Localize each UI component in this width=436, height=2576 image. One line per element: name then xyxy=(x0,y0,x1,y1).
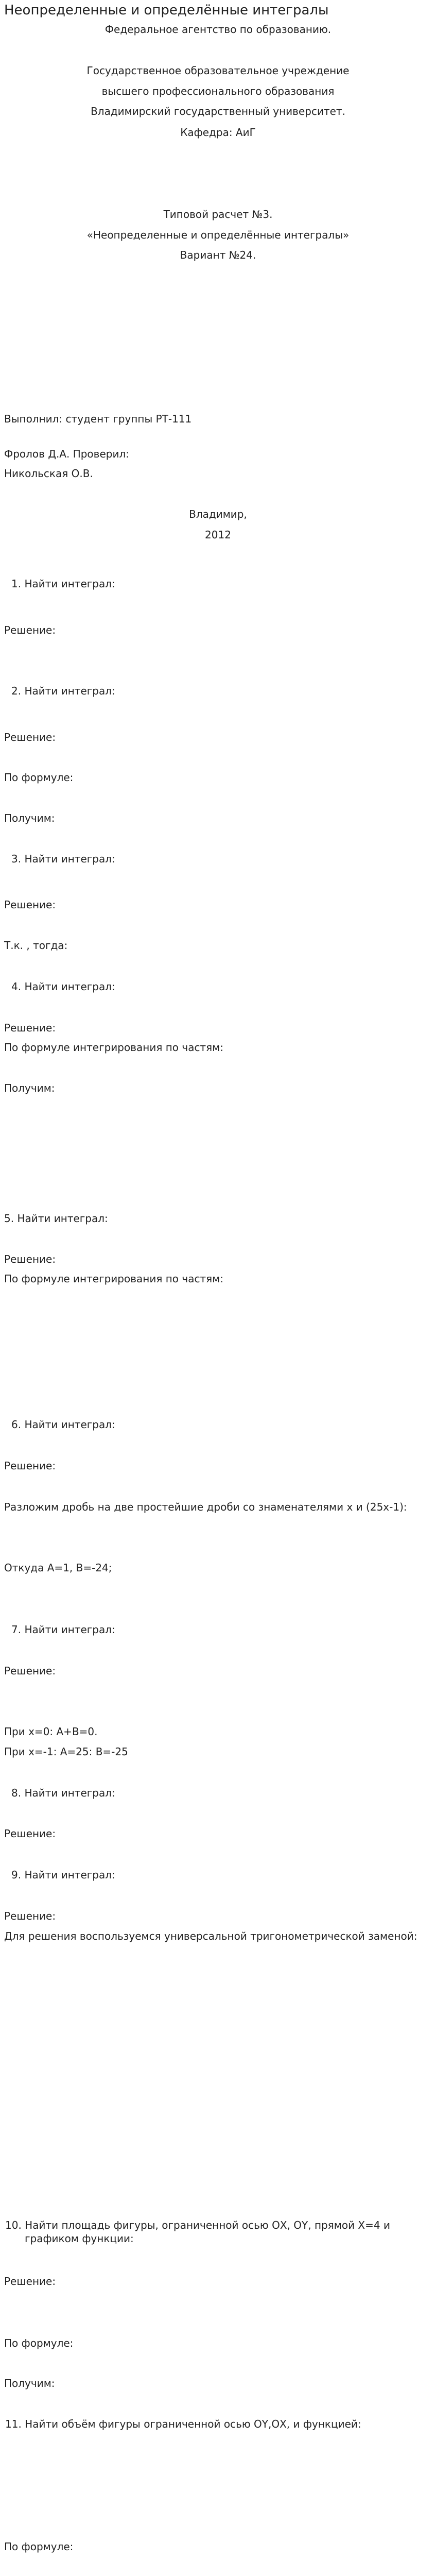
task-6-heading: 6. Найти интеграл: xyxy=(11,1418,115,1431)
parts-formula-line: По формуле интегрирования по частям: xyxy=(4,1273,223,1285)
solution-label: Решение: xyxy=(4,1022,56,1034)
calc-title: Типовой расчет №3. xyxy=(163,208,273,221)
task-3-heading: 3. Найти интеграл: xyxy=(11,853,115,865)
get-label: Получим: xyxy=(4,1082,55,1094)
task-8-heading: 8. Найти интеграл: xyxy=(11,1787,115,1799)
city-line: Владимир, xyxy=(189,508,247,520)
task-9-heading: 9. Найти интеграл: xyxy=(11,1869,115,1881)
variant-line: Вариант №24. xyxy=(180,249,256,261)
x0-line: При х=0: А+В=0. xyxy=(4,1725,98,1738)
institution-line-2: высшего профессионального образования xyxy=(101,85,335,97)
department-line: Кафедра: АиГ xyxy=(180,126,256,139)
get-label: Получим: xyxy=(4,812,55,824)
task-7-heading: 7. Найти интеграл: xyxy=(11,1623,115,1636)
solution-label: Решение: xyxy=(4,2275,56,2287)
agency-line: Федеральное агентство по образованию. xyxy=(104,23,332,36)
task-2-heading: 2. Найти интеграл: xyxy=(11,685,115,697)
solution-label: Решение: xyxy=(4,1665,56,1677)
x1-line: При х=-1: А=25: В=-25 xyxy=(4,1745,128,1758)
task-4-heading: 4. Найти интеграл: xyxy=(11,980,115,993)
decompose-line: Разложим дробь на две простейшие дроби со знаменателями х и (25х-1): xyxy=(4,1501,407,1513)
universal-substitution-line: Для решения воспользуемся универсальной тригонометрической заменой: xyxy=(4,1930,417,1942)
solution-label: Решение: xyxy=(4,1460,56,1472)
task-11-heading: 11. Найти объём фигуры ограниченной осью ОY,ОХ, и функцией: xyxy=(5,2418,361,2430)
solution-label: Решение: xyxy=(4,1253,56,1265)
institution-line-3: Владимирский государственный университет. xyxy=(91,105,345,117)
solution-label: Решение: xyxy=(4,1910,56,1922)
solution-label: Решение: xyxy=(4,1827,56,1840)
by-formula-label: По формуле: xyxy=(4,771,74,784)
parts-formula-line: По формуле интегрирования по частям: xyxy=(4,1041,223,1054)
task-10-heading: 10. Найти площадь фигуры, ограниченной осью ОХ, ОY, прямой Х=4 и графиком функции: xyxy=(5,2219,390,2245)
coefficients-line: Откуда А=1, В=-24; xyxy=(4,1562,112,1574)
get-label: Получим: xyxy=(4,2377,55,2389)
solution-label: Решение: xyxy=(4,624,56,636)
by-formula-label: По формуле: xyxy=(4,2540,74,2553)
author-name-line: Фролов Д.А. Проверил: xyxy=(4,448,129,460)
year-line: 2012 xyxy=(205,529,231,541)
checker-line: Никольская О.В. xyxy=(4,467,93,480)
author-line: Выполнил: студент группы РТ-111 xyxy=(4,413,192,425)
page-title: Неопределенные и определённые интегралы xyxy=(4,3,329,18)
task-5-heading: 5. Найти интеграл: xyxy=(4,1212,108,1225)
task-1-heading: 1. Найти интеграл: xyxy=(11,578,115,590)
calc-topic: «Неопределенные и определённые интегралы» xyxy=(86,229,350,241)
solution-label: Решение: xyxy=(4,731,56,743)
since-line: Т.к. , тогда: xyxy=(4,939,68,952)
institution-line-1: Государственное образовательное учреждение xyxy=(86,64,350,77)
solution-label: Решение: xyxy=(4,899,56,911)
by-formula-label: По формуле: xyxy=(4,2337,74,2349)
